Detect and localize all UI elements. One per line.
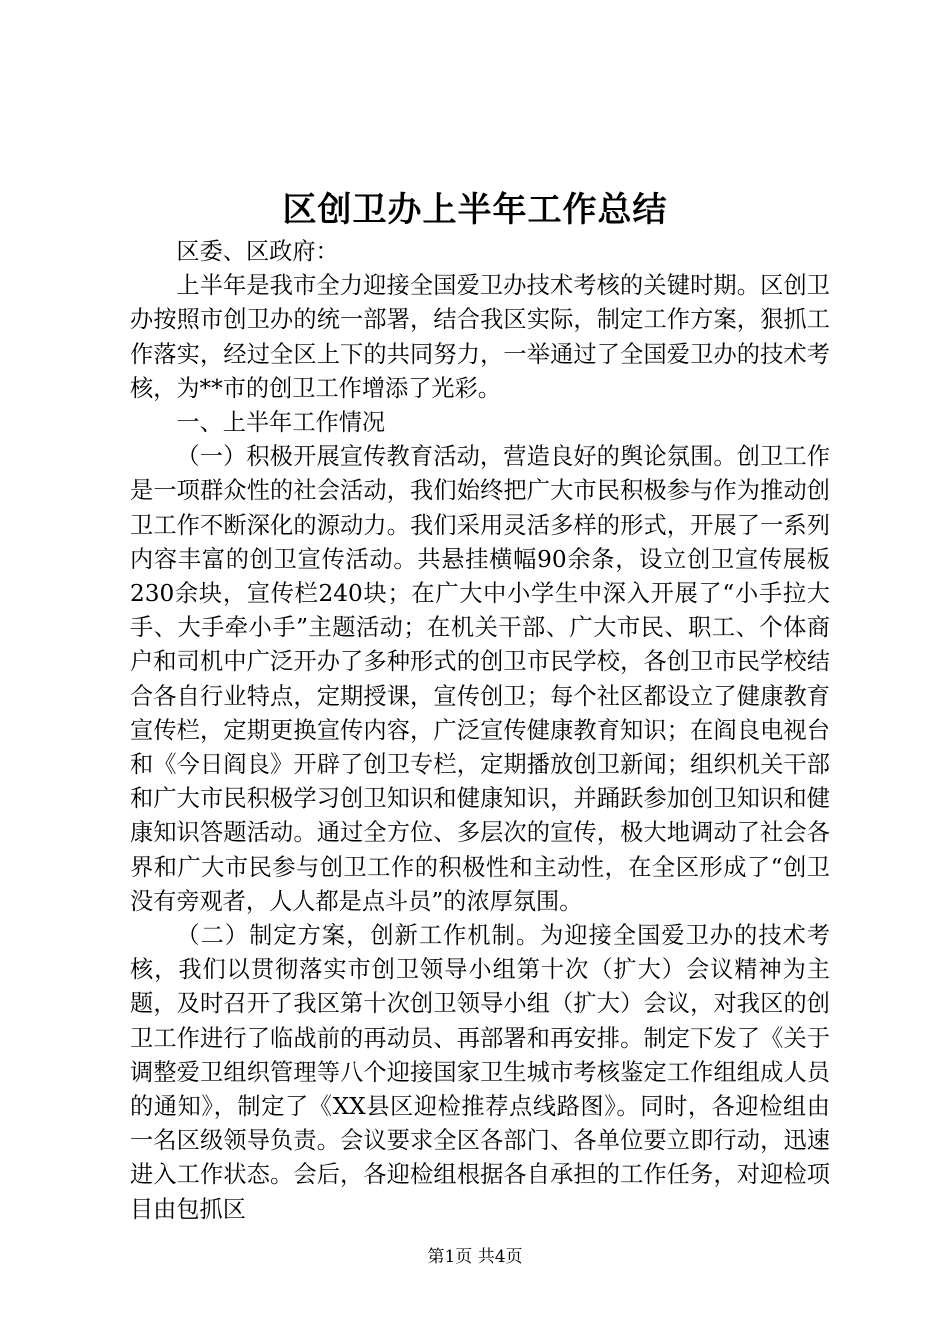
paragraph-intro: 上半年是我市全力迎接全国爱卫办技术考核的关键时期。区创卫办按照市创卫办的统一部署，结合我区实际，制定工作方案，狠抓工作落实，经过全区上下的共同努力，一举通过了全国爱卫办的技术考核，为**市的创卫工作增添了光彩。 <box>130 272 830 402</box>
document-body <box>130 235 830 1227</box>
page-footer: 第1页 共4页 <box>427 1247 523 1267</box>
paragraph-publicity: （一）积极开展宣传教育活动，营造良好的舆论氛围。创卫工作是一项群众性的社会活动，我们始终把广大市民积极参与作为推动创卫工作不断深化的源动力。我们采用灵活多样的形式，开展了一系列内容丰富的创卫宣传活动。共悬挂横幅90余条，设立创卫宣传展板230余块，宣传栏240块；在广大中小学生中深入开展了“小手拉大手、大手牵小手”主题活动；在机关干部、广大市民、职工、个体商户和司机中广泛开办了多种形式的创卫市民学校，各创卫市民学校结合各自行业特点，定期授课，宣传创卫；每个社区都设立了健康教育宣传栏，定期更换宣传内容，广泛宣传健康教育知识；在阎良电视台和《今日阎良》开辟了创卫专栏，定期播放创卫新闻；组织机关干部和广大市民积极学习创卫知识和健康知识，并踊跃参加创卫知识和健康知识答题活动。通过全方位、多层次的宣传，极大地调动了社会各界和广大市民参与创卫工作的积极性和主动性，在全区形成了“创卫没有旁观者，人人都是点斗员”的浓厚氛围。 <box>130 443 830 915</box>
document-title: 区创卫办上半年工作总结 <box>282 190 668 230</box>
paragraph-mechanism: （二）制定方案，创新工作机制。为迎接全国爱卫办的技术考核，我们以贯彻落实市创卫领导小组第十次（扩大）会议精神为主题，及时召开了我区第十次创卫领导小组（扩大）会议，对我区的创卫工作进行了临战前的再动员、再部署和再安排。制定下发了《关于调整爱卫组织管理等八个迎接国家卫生城市考核鉴定工作组组成人员的通知》，制定了《XX县区迎检推荐点线路图》。同时，各迎检组由一名区级领导负责。会议要求全区各部门、各单位要立即行动，迅速进入工作状态。会后，各迎检组根据各自承担的工作任务，对迎检项目由包抓区 <box>130 922 830 1223</box>
salutation: 区委、区政府： <box>176 238 339 265</box>
section-heading: 一、上半年工作情况 <box>176 409 386 437</box>
